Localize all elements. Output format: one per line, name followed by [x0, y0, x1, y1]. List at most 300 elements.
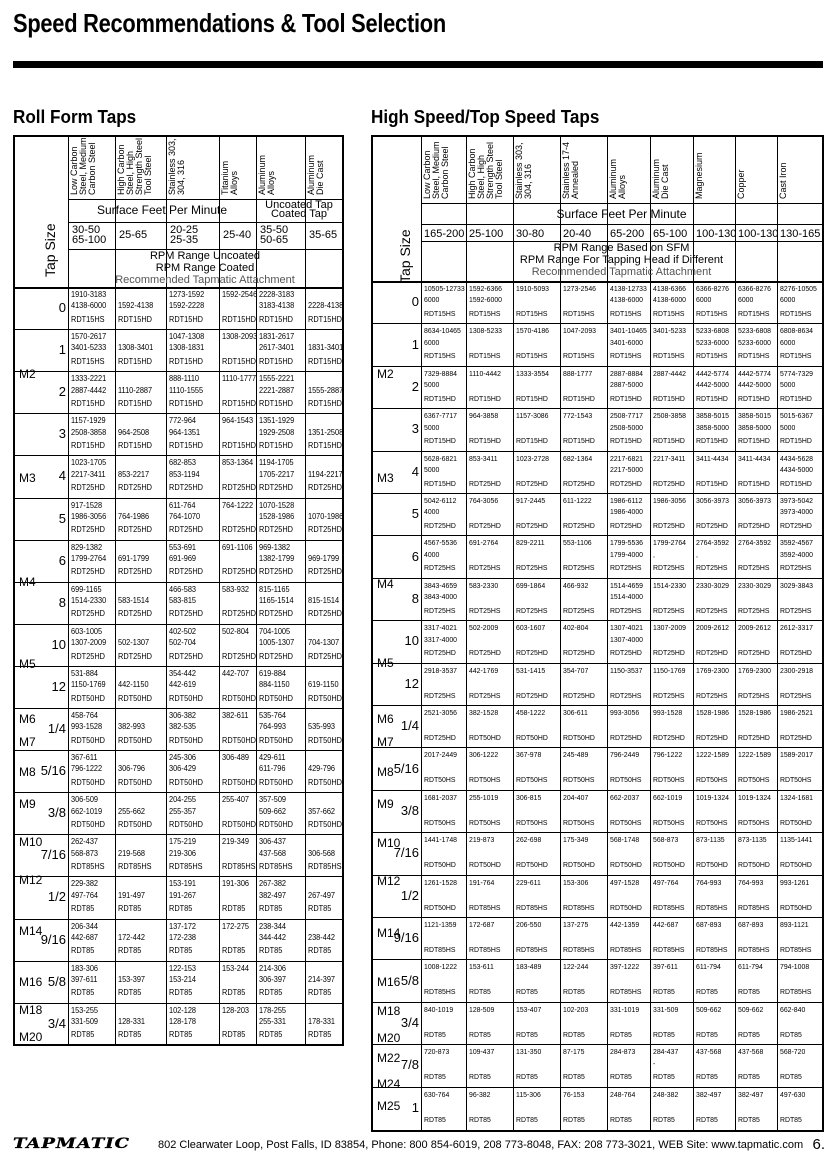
roll-cell-line: 1986-3056 [71, 511, 107, 521]
roll-metric-size: M20 [19, 1030, 43, 1044]
hs-cell-line: RDT85 [696, 1029, 718, 1039]
roll-cell-line: RDT50HD [169, 693, 203, 703]
roll-cell-line: RDT25HD [259, 567, 293, 577]
roll-cell-line: RDT25HD [71, 609, 105, 619]
hs-cell-line: RDT25HD [653, 520, 685, 530]
hs-cell-line: RDT25HD [738, 648, 770, 658]
hs-tap-size: 1/2 [400, 887, 419, 903]
hs-cell-line: RDT15HD [563, 393, 595, 403]
hs-cell-line: RDT50HD [516, 860, 548, 870]
roll-cell-line: 1194-2217 [308, 469, 343, 479]
hs-cell-line: RDT25HS [738, 690, 770, 700]
hs-cell-line: RDT25HD [696, 648, 728, 658]
roll-tap-size: 5/8 [47, 973, 66, 989]
roll-cell-line: 172-238 [169, 932, 197, 942]
hs-cell-line: 2521-3056 [424, 708, 458, 717]
hs-cell-line: 466-932 [563, 580, 589, 590]
roll-material-header: High Carbon Steel, High Strength Steel Tool Steel [116, 137, 153, 195]
hs-cell-line: 2612-3317 [780, 623, 814, 633]
hs-cell-line: RDT85 [469, 1072, 491, 1082]
roll-cell-line: RDT25HD [118, 483, 152, 493]
roll-cell-line: 764-1222 [222, 500, 254, 510]
hs-cell-line: 1307-4000 [610, 634, 644, 644]
hs-cell-line: 1514-4659 [610, 580, 644, 590]
roll-cell-line: 437-568 [259, 848, 287, 858]
hs-cell-line: RDT85 [738, 1029, 760, 1039]
roll-row-line [15, 329, 342, 330]
hs-cell-line: RDT85HS [516, 944, 548, 954]
hs-cell-line: RDT15HD [780, 436, 812, 446]
hs-cell-line: RDT85 [780, 1029, 802, 1039]
hs-cell-line: 76-153 [563, 1089, 585, 1099]
roll-cell-line: RDT25HD [71, 525, 105, 535]
roll-cell-line: 267-382 [259, 879, 287, 889]
roll-row-line [15, 961, 342, 962]
roll-metric-size: M16 [19, 975, 43, 989]
hs-row-line [373, 875, 822, 876]
hs-cell-line: RDT85HS [563, 944, 595, 954]
hs-cell-line: 5628-6821 [424, 453, 458, 463]
roll-cell-line: 172-275 [222, 921, 250, 931]
roll-tap-size: 6 [58, 552, 66, 568]
hs-cell-line: 255-1019 [469, 792, 499, 802]
hs-cell-line: 699-1864 [516, 580, 546, 590]
hs-cell-line: RDT25HD [653, 732, 685, 742]
hs-cell-line: RDT15HD [424, 478, 456, 488]
hs-cell-line: RDT25HS [653, 605, 685, 615]
hs-row-line [373, 917, 822, 918]
hs-cell-line: 382-1528 [469, 708, 499, 717]
hs-cell-line: 1986-3056 [653, 496, 687, 505]
hs-cell-line: 4138-6000 [610, 295, 644, 305]
hs-cell-line: 5000 [424, 465, 440, 475]
roll-cell-line: 429-611 [259, 753, 286, 763]
hs-cell-line: RDT15HD [780, 478, 812, 488]
hs-cell-line: RDT25HD [516, 520, 548, 530]
page-number: 6. [812, 1136, 825, 1153]
hs-cell-line: RDT85 [469, 987, 491, 997]
hs-cell-line: RDT15HS [469, 308, 501, 318]
hs-cell-line: 1333-3554 [516, 368, 550, 378]
hs-cell-line: 1324-1681 [780, 792, 814, 802]
roll-cell-line: RDT25HD [259, 525, 293, 535]
roll-tap-size: 3/4 [47, 1015, 66, 1031]
roll-cell-line: RDT15HD [222, 441, 256, 451]
hs-cell-line: 662-840 [780, 1004, 806, 1014]
hs-cell-line: 2918-3537 [424, 665, 458, 675]
hs-cell-line: 437-568 [738, 1047, 764, 1057]
hs-cell-line: 2887-5000 [610, 380, 644, 390]
hs-cell-line: RDT15HD [738, 436, 770, 446]
roll-cell-line: 382-497 [259, 890, 287, 900]
roll-cell-line: RDT15HD [71, 398, 105, 408]
hs-cell-line: RDT50HD [610, 860, 642, 870]
roll-cell-line: 699-1165 [71, 584, 102, 594]
hs-cell-line: 109-437 [469, 1047, 495, 1057]
hs-cell-line: RDT85 [424, 1072, 446, 1082]
hs-cell-line: 442-1769 [469, 665, 499, 675]
hs-material-header: Aluminum Die Cast [651, 158, 670, 199]
roll-cell-line: 964-1543 [222, 416, 254, 426]
roll-cell-line: 172-442 [118, 932, 146, 942]
hs-cell-line: 3592-4000 [780, 549, 814, 559]
hs-cell-line: 662-2037 [610, 792, 640, 802]
hs-cell-line: 1799-4000 [610, 549, 644, 559]
hs-cell-line: 1910-5093 [516, 284, 550, 293]
roll-cell-line: RDT85 [71, 1030, 95, 1040]
hs-cell-line: RDT25HD [738, 732, 770, 742]
roll-cell-line: 128-203 [222, 1005, 250, 1015]
hs-tap-size: 5 [411, 506, 419, 522]
hs-cell-line: , [653, 549, 655, 559]
hs-cell-line: 6000 [424, 337, 440, 347]
roll-sfm-line [68, 222, 342, 223]
hs-cell-line: RDT15HD [516, 393, 548, 403]
hs-cell-line: RDT15HD [424, 393, 456, 403]
hs-col-line [421, 137, 422, 1130]
hs-col-line [513, 137, 514, 1130]
hs-row-line [373, 747, 822, 748]
roll-cell-line: 2217-3411 [71, 469, 106, 479]
roll-cell-line: 344-442 [259, 932, 287, 942]
hs-cell-line: RDT25HD [424, 732, 456, 742]
hs-cell-line: 1514-2330 [653, 580, 687, 590]
roll-cell-line: 1308-2093 [222, 332, 258, 342]
hs-cell-line: RDT25HD [563, 690, 595, 700]
hs-cell-line: 6000 [780, 295, 796, 305]
hs-cell-line: 3843-4000 [424, 592, 458, 602]
hs-cell-line: 2330-3029 [738, 580, 772, 590]
roll-cell-line: 691-1799 [118, 553, 150, 563]
hs-cell-line: RDT50HD [780, 902, 812, 912]
hs-cell-line: 611-794 [738, 962, 763, 972]
hs-cell-line: RDT50HS [696, 775, 728, 785]
hs-cell-line: 662-1019 [653, 792, 683, 802]
hs-cell-line: 6366-8276 [696, 284, 730, 293]
hs-col-line [735, 137, 736, 1130]
roll-row-line [15, 666, 342, 667]
hs-cell-line: 964-3858 [469, 411, 499, 421]
roll-cell-line: RDT25HD [118, 567, 152, 577]
hs-cell-line: 4434-5628 [780, 453, 814, 463]
hs-cell-line: 4434-5000 [780, 465, 814, 475]
roll-cell-line: 662-1019 [71, 806, 103, 816]
hs-cell-line: RDT50HS [469, 775, 501, 785]
hs-tap-size: 3/4 [400, 1015, 419, 1030]
roll-cell-line: RDT15HD [169, 356, 203, 366]
hs-cell-line: RDT25HD [610, 648, 642, 658]
hs-cell-line: RDT25HD [738, 520, 770, 530]
hs-cell-line: RDT25HD [469, 648, 501, 658]
hs-cell-line: RDT50HD [780, 860, 812, 870]
roll-cell-line: 382-535 [169, 722, 197, 732]
hs-metric-size: M18 [377, 1004, 401, 1018]
roll-cell-line: 535-764 [259, 711, 287, 720]
roll-cell-line: 306-568 [308, 848, 336, 858]
roll-cell-line: 772-964 [169, 416, 197, 426]
hs-cell-line: 720-873 [424, 1047, 450, 1057]
roll-data-top-line [15, 287, 342, 289]
roll-cell-line: 306-509 [71, 795, 99, 805]
hs-cell-line: 5000 [780, 380, 796, 390]
hs-cell-line: 1019-1324 [696, 792, 730, 802]
hs-cell-line: RDT85 [516, 1029, 538, 1039]
roll-cell-line: RDT25HD [118, 609, 152, 619]
hs-metric-size: M8 [377, 765, 394, 779]
roll-cell-line: RDT50HD [222, 819, 256, 829]
hs-cell-line: RDT50HS [610, 817, 642, 827]
roll-cell-line: RDT50HD [71, 819, 105, 829]
hs-cell-line: 497-764 [653, 877, 679, 887]
hs-cell-line: 102-203 [563, 1004, 589, 1014]
roll-cell-line: RDT15HD [308, 314, 342, 324]
hs-metric-size: M4 [377, 577, 394, 591]
hs-metric-size: M14 [377, 926, 401, 940]
high-speed-table [371, 135, 824, 1132]
hs-cell-line: 397-1222 [610, 962, 640, 972]
roll-cell-line: RDT85 [308, 988, 332, 998]
hs-cell-line: 3858-5015 [696, 411, 730, 421]
hs-cell-line: 2764-3592 [696, 538, 730, 548]
hs-cell-line: RDT25HS [563, 563, 595, 573]
hs-cell-line: RDT15HD [696, 436, 728, 446]
hs-cell-line: RDT15HS [696, 308, 728, 318]
hs-cell-line: RDT15HD [516, 436, 548, 446]
roll-cell-line: RDT15HD [169, 314, 203, 324]
roll-cell-line: RDT25HD [71, 651, 105, 661]
roll-cell-line: 102-128 [169, 1005, 197, 1015]
hs-cell-line: 3029-3843 [780, 580, 814, 590]
hs-cell-line: RDT25HD [653, 648, 685, 658]
hs-cell-line: 917-2445 [516, 496, 546, 505]
hs-cell-line: 175-349 [563, 835, 589, 845]
roll-form-heading: Roll Form Taps [13, 107, 137, 127]
roll-cell-line: 917-1528 [71, 500, 103, 510]
hs-cell-line: 4138-6000 [653, 295, 687, 305]
hs-cell-line: 4138-6366 [653, 284, 687, 293]
hs-cell-line: 829-2211 [516, 538, 545, 548]
roll-tap-size: 3 [58, 426, 66, 442]
roll-cell-line: 137-172 [169, 921, 197, 931]
hs-metric-size: M9 [377, 797, 394, 811]
hs-tap-size: 2 [411, 379, 419, 394]
hs-cell-line: RDT25HD [516, 648, 548, 658]
roll-cell-line: 1570-2617 [71, 332, 107, 342]
roll-cell-line: RDT85 [222, 988, 246, 998]
roll-cell-line: 1799-2764 [71, 553, 107, 563]
roll-cell-line: RDT25HD [222, 651, 256, 661]
hs-cell-line: 6000 [424, 295, 440, 305]
roll-cell-line: RDT25HD [259, 651, 293, 661]
hs-row-line [373, 1087, 822, 1088]
hs-cell-line: RDT50HD [696, 860, 728, 870]
hs-material-header: Cast Iron [778, 162, 788, 199]
hs-cell-line: 284-437 [653, 1047, 679, 1057]
hs-cell-line: 5000 [424, 422, 440, 432]
hs-cell-line: RDT50HS [696, 817, 728, 827]
hs-cell-line: RDT85HS [610, 944, 642, 954]
hs-cell-line: 122-244 [563, 962, 589, 972]
hs-material-header: Stainless 303, 304, 316 [514, 142, 533, 199]
hs-cell-line: RDT85 [563, 1072, 585, 1082]
hs-cell-line: 4442-5774 [738, 368, 772, 378]
hs-row-line [373, 323, 822, 324]
hs-cell-line: RDT25HS [696, 563, 728, 573]
roll-cell-line: 764-1070 [169, 511, 201, 521]
hs-cell-line: 10505-12733 [424, 284, 465, 293]
hs-cell-line: RDT85 [563, 987, 585, 997]
roll-cell-line: 969-1382 [259, 542, 291, 552]
hs-cell-line: 764-993 [696, 877, 722, 887]
roll-cell-line: RDT85 [259, 946, 283, 956]
roll-cell-line: RDT50HD [222, 777, 256, 787]
roll-cell-line: 191-306 [222, 879, 250, 889]
hs-tap-size: 5/8 [400, 972, 419, 988]
hs-cell-line: 1592-6366 [469, 284, 503, 293]
hs-cell-line: 502-2009 [469, 623, 499, 633]
roll-cell-line: 367-611 [71, 753, 98, 763]
hs-cell-line: RDT25HD [424, 648, 456, 658]
hs-cell-line: 5000 [780, 422, 796, 432]
hs-cell-line: 4138-12733 [610, 284, 647, 293]
roll-cell-line: 1592-2228 [169, 301, 205, 311]
roll-cell-line: 502-1307 [118, 638, 150, 648]
hs-cell-line: RDT25HS [424, 605, 456, 615]
roll-tap-size: 3/8 [47, 805, 66, 821]
hs-cell-line: RDT85 [696, 1072, 718, 1082]
hs-metric-size: M12 [377, 874, 401, 888]
tapmatic-logo: TAPMATIC [13, 1136, 130, 1152]
hs-cell-line: RDT85 [516, 987, 538, 997]
hs-cell-line: RDT50HS [653, 775, 685, 785]
roll-cell-line: RDT85HS [118, 862, 152, 872]
roll-cell-line: 853-1364 [222, 458, 254, 468]
hs-cell-line: 153-611 [469, 962, 494, 972]
hs-cell-line: 3056-3973 [738, 496, 772, 505]
hs-cell-line: 5042-6112 [424, 496, 457, 505]
hs-cell-line: RDT25HD [610, 478, 642, 488]
hs-sfm-value: 25-100 [469, 228, 504, 240]
roll-cell-line: 306-397 [259, 974, 287, 984]
hs-cell-line: 1110-4442 [469, 368, 501, 378]
hs-cell-line: 245-489 [563, 750, 589, 760]
hs-sfm-value: 100-130 [738, 228, 779, 240]
roll-cell-line: 1705-2217 [259, 469, 295, 479]
hs-cell-line: 3858-5000 [696, 422, 730, 432]
hs-tap-size: 3 [411, 421, 419, 437]
hs-cell-line: RDT25HS [780, 563, 812, 573]
hs-cell-line: RDT15HS [563, 351, 595, 361]
roll-cell-line: 1110-1777 [222, 374, 257, 384]
roll-cell-line: 2228-3183 [259, 290, 295, 299]
hs-cell-line: RDT25HS [610, 563, 642, 573]
hs-sfm-value: 130-165 [780, 228, 821, 240]
roll-material-header: Titanium Alloys [220, 160, 239, 195]
roll-cell-line: 1929-2508 [259, 427, 295, 437]
hs-cell-line: RDT85HS [653, 944, 685, 954]
roll-cell-line: RDT50HD [308, 819, 342, 829]
roll-row-line [15, 708, 342, 709]
roll-cell-line: 583-815 [169, 596, 197, 606]
roll-cell-line: RDT25HD [169, 609, 203, 619]
hs-cell-line: 6000 [738, 295, 754, 305]
roll-metric-size: M4 [19, 575, 36, 589]
hs-cell-line: 1121-1359 [424, 920, 457, 929]
hs-cell-line: RDT85 [424, 1114, 446, 1124]
roll-cell-line: 553-691 [169, 542, 197, 552]
hs-cell-line: RDT85HS [696, 944, 728, 954]
hs-cell-line: RDT50HS [738, 817, 770, 827]
hs-cell-line: 772-1543 [563, 411, 593, 421]
hs-cell-line: RDT85 [738, 987, 760, 997]
roll-cell-line: 331-509 [71, 1017, 99, 1027]
roll-cell-line: 402-502 [169, 626, 197, 636]
hs-cell-line: RDT85 [424, 1029, 446, 1039]
hs-cell-line: RDT50HD [424, 860, 456, 870]
roll-cell-line: RDT50HD [169, 819, 203, 829]
hs-cell-line: 583-2330 [469, 580, 499, 590]
hs-tap-size: 6 [411, 548, 419, 564]
hs-sfm-value: 20-40 [563, 228, 592, 240]
hs-cell-line: 4567-5536 [424, 538, 458, 548]
roll-cell-line: 1308-3401 [118, 343, 154, 353]
roll-tap-size: 2 [58, 384, 66, 400]
hs-rpm-line1: RPM Range Based on SFM [553, 242, 690, 254]
roll-cell-line: 1351-1929 [259, 416, 295, 426]
hs-metric-size: M3 [377, 471, 394, 485]
roll-sfm-value: 25-40 [223, 229, 252, 241]
hs-cell-line: RDT85 [563, 1114, 585, 1124]
hs-cell-line: 183-489 [516, 962, 542, 972]
hs-cell-line: RDT25HS [469, 563, 501, 573]
roll-cell-line: RDT50HD [259, 777, 293, 787]
roll-cell-line: 1382-1799 [259, 553, 295, 563]
hs-row-line [373, 959, 822, 960]
roll-cell-line: 1047-1308 [169, 332, 205, 342]
hs-cell-line: 1008-1222 [424, 962, 458, 972]
roll-form-table [13, 135, 344, 1046]
hs-cell-line: 1514-4000 [610, 592, 644, 602]
hs-cell-line: RDT15HS [516, 351, 548, 361]
hs-cell-line: RDT50HS [610, 775, 642, 785]
hs-metric-size: M20 [377, 1031, 401, 1045]
roll-cell-line: RDT15HD [259, 314, 293, 324]
hs-cell-line: RDT50HS [780, 775, 812, 785]
hs-cell-line: RDT15HS [653, 351, 685, 361]
roll-metric-size: M3 [19, 471, 36, 485]
hs-cell-line: RDT85 [469, 1114, 491, 1124]
hs-cell-line: RDT50HD [424, 902, 456, 912]
roll-cell-line: RDT85 [118, 988, 142, 998]
roll-cell-line: 509-662 [259, 806, 287, 816]
roll-rpm-line3: Recommended Tapmatic Attachment [115, 274, 295, 286]
hs-cell-line: 1681-2037 [424, 792, 458, 802]
hs-cell-line: 611-1222 [563, 496, 592, 505]
hs-cell-line: 8276-10505 [780, 284, 817, 293]
roll-cell-line: RDT15HD [222, 356, 256, 366]
hs-col-line [560, 137, 561, 1130]
hs-cell-line: 1528-1986 [738, 708, 772, 717]
roll-tap-size: 12 [51, 678, 66, 694]
hs-cell-line: RDT15HS [610, 351, 642, 361]
hs-cell-line: 2217-6821 [610, 453, 644, 463]
hs-material-header: Stainless 17-4 Annealed [561, 141, 580, 199]
roll-cell-line: RDT85 [71, 988, 95, 998]
hs-cell-line: 6367-7717 [424, 411, 458, 421]
hs-cell-line: RDT25HD [610, 520, 642, 530]
roll-cell-line: RDT85HS [169, 862, 203, 872]
roll-cell-line: RDT50HD [259, 735, 293, 745]
